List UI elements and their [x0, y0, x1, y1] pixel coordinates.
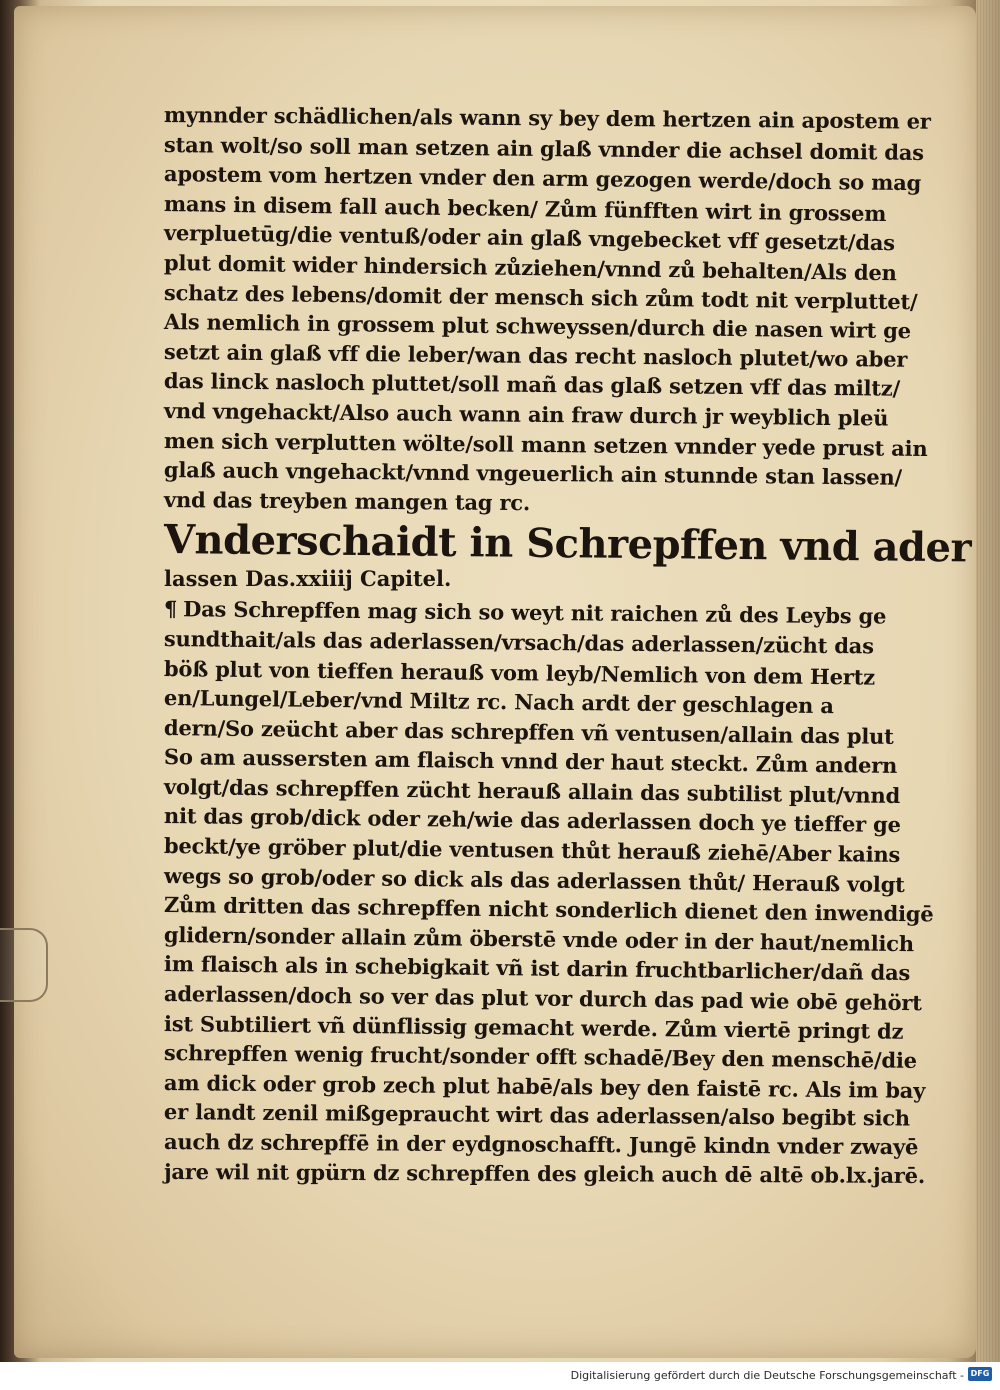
text-line: böß plut von tieffen herauß vom leyb/Nemlich von dem Hertz: [163, 655, 876, 690]
text-line: aderlassen/doch so ver das plut vor durch das pad wie obē gehört: [163, 981, 922, 1016]
text-line: vnd das treyben mangen tag rc.: [163, 486, 531, 515]
text-line: setzt ain glaß vff die leber/wan das recht nasloch plutet/wo aber: [163, 338, 908, 372]
text-line: apostem vom hertzen vnder den arm gezogen werde/doch so mag: [163, 161, 922, 196]
text-line: schrepffen wenig frucht/sonder offt schadē/Bey den menschē/die: [163, 1040, 917, 1074]
page-clip-tab: [0, 928, 48, 1002]
text-line: nit das grob/dick oder zeh/wie das aderlassen doch ye tieffer ge: [163, 803, 901, 838]
text-line: wegs so grob/oder so dick als das aderlassen thůt/ Herauß volgt: [163, 862, 905, 897]
text-line: glidern/sonder allain zům öberstē vnde oder in der haut/nemlich: [163, 921, 915, 957]
text-line: beckt/ye gröber plut/die ventusen thůt herauß ziehē/Aber kains: [163, 833, 901, 868]
text-line: er landt zenil mißgepraucht wirt das aderlassen/also begibt sich: [163, 1099, 911, 1131]
text-line: glaß auch vngehackt/vnnd vngeuerlich ain stunnde stan lassen/: [163, 457, 903, 490]
chapter-subheading: lassen Das.xxiiij Capitel.: [164, 566, 452, 592]
text-line: volgt/das schrepffen zücht herauß allain das subtilist plut/vnnd: [163, 773, 901, 808]
text-line: stan wolt/so soll man setzen ain glaß vnnder die achsel domit das: [163, 131, 924, 165]
text-line: sundthait/als das aderlassen/vrsach/das aderlassen/zücht das: [163, 625, 874, 659]
page-edge-stack: [976, 0, 1000, 1362]
text-line: So am aussersten am flaisch vnnd der haut steckt. Zům andern: [163, 744, 898, 779]
text-line: auch dz schrepffē in der eydgnoschafft. Jungē kindn vnder zwayē: [163, 1129, 919, 1160]
text-line: en/Lungel/Leber/vnd Miltz rc. Nach ardt der geschlagen a: [163, 685, 834, 719]
text-line: mans in disem fall auch becken/ Zům fünfften wirt in grossem: [163, 190, 887, 226]
page-text-block: [163, 100, 972, 1188]
text-line: schatz des lebens/domit der mensch sich zům todt nit verpluttet/: [163, 279, 918, 314]
dfg-logo-icon: DFG: [968, 1367, 992, 1381]
footer-credit: Digitalisierung gefördert durch die Deutsche Forschungsgemeinschaft -: [570, 1369, 964, 1382]
text-line: Zům dritten das schrepffen nicht sonderlich dienet den inwendigē: [163, 892, 934, 927]
text-line: dern/So zeücht aber das schrepffen vñ ventusen/allain das plut: [163, 714, 894, 749]
text-line: plut domit wider hindersich zůziehen/vnnd zů behalten/Als den: [163, 249, 897, 286]
text-line-content: Das Schrepffen mag sich so weyt nit raichen zů des Leybs ge: [183, 596, 887, 629]
text-line: ist Subtiliert vñ dünflissig gemacht werde. Zům viertē pringt dz: [163, 1010, 904, 1044]
text-line: men sich verplutten wölte/soll mann setzen vnnder yede prust ain: [163, 427, 928, 461]
text-line: das linck nasloch pluttet/soll mañ das glaß setzen vff das miltz/: [163, 368, 901, 402]
chapter-heading: Vnderschaidt in Schrepffen vnd ader: [163, 516, 972, 572]
text-line: am dick oder grob zech plut habē/als bey den faistē rc. Als im bay: [163, 1069, 926, 1103]
text-line: mynnder schädlichen/als wann sy bey dem hertzen ain apostem er: [163, 102, 931, 134]
text-line: jare wil nit gpürn dz schrepffen des gleich auch dē altē ob.lx.jarē.: [163, 1158, 926, 1188]
text-line: im flaisch als in schebigkait vñ ist darin fruchtbarlicher/dañ das: [163, 951, 911, 986]
text-line: Als nemlich in grossem plut schweyssen/durch die nasen wirt ge: [163, 309, 912, 344]
text-line: verpluetūg/die ventuß/oder ain glaß vngebecket vff gesetzt/das: [163, 220, 896, 256]
paragraph-mark-icon: ¶: [163, 596, 178, 622]
text-line: vnd vngehackt/Also auch wann ain fraw durch jr weyblich pleü: [163, 397, 889, 431]
